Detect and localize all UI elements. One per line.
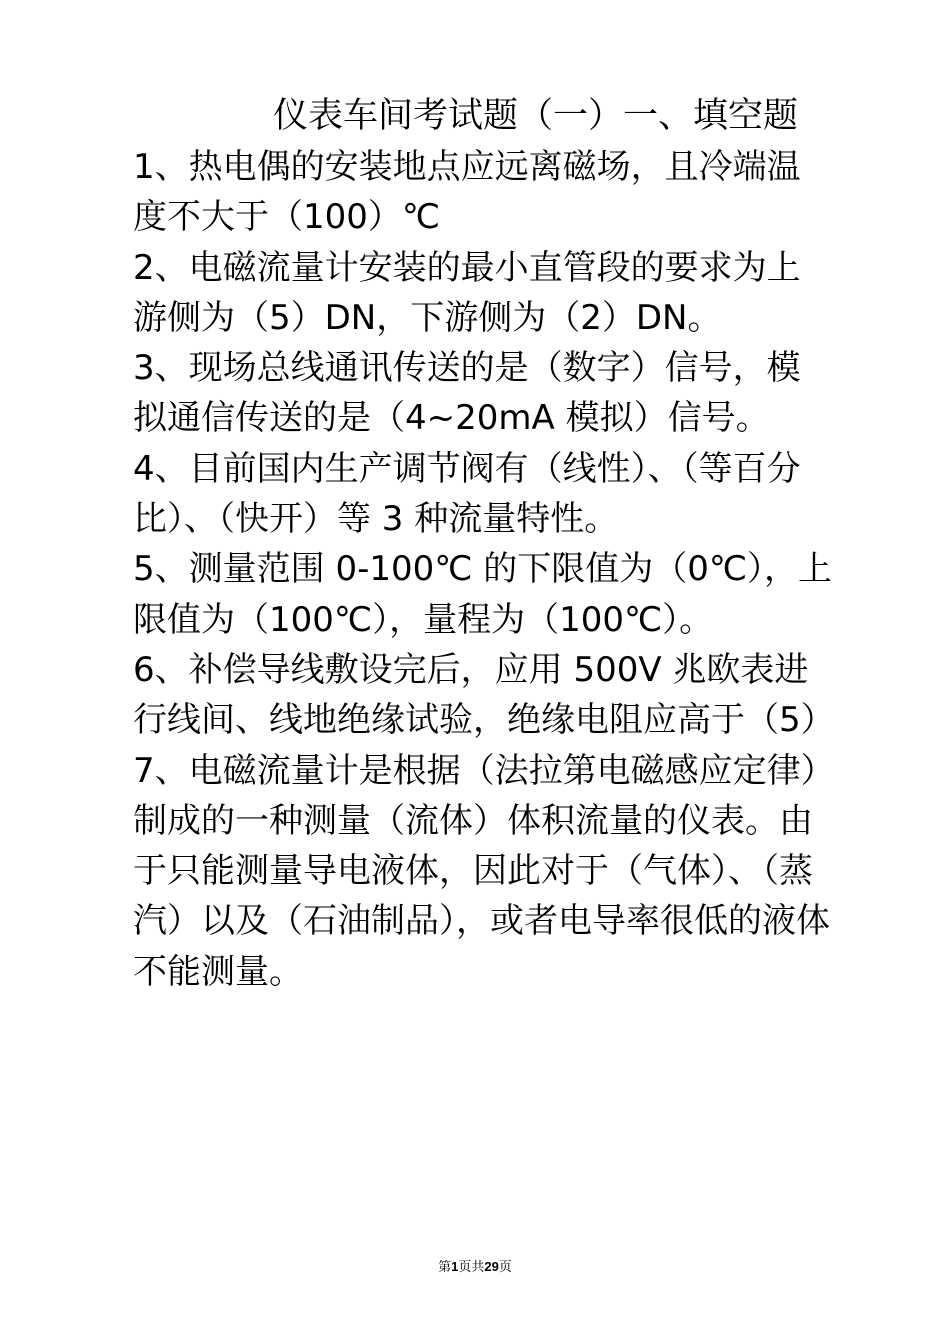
- question-7: 7、电磁流量计是根据（法拉第电磁感应定律）制成的一种测量（流体）体积流量的仪表。由于只能测量导电液体，因此对于（气体）、（蒸汽）以及（石油制品），或者电导率很低的液体不能测量。: [133, 750, 830, 992]
- footer-middle: 页共: [458, 1260, 485, 1275]
- question-4: 4、目前国内生产调节阀有（线性）、（等百分比）、（快开）等 3 种流量特性。: [133, 448, 801, 540]
- document-title: 仪表车间考试题（一）一、填空题: [273, 96, 799, 136]
- footer-prefix: 第: [438, 1260, 452, 1275]
- current-page-number: 1: [451, 1259, 459, 1274]
- footer-suffix: 页: [498, 1260, 512, 1275]
- total-pages-number: 29: [484, 1259, 499, 1274]
- document-body: [133, 90, 833, 997]
- page-footer: [0, 1256, 950, 1275]
- question-5: 5、测量范围 0-100℃ 的下限值为（0℃），上限值为（100℃），量程为（100℃）。: [133, 549, 833, 640]
- question-1: 1、热电偶的安装地点应远离磁场，且冷端温度不大于（100）℃: [133, 147, 801, 238]
- question-2: 2、电磁流量计安装的最小直管段的要求为上游侧为（5）DN，下游侧为（2）DN。: [133, 247, 801, 338]
- question-3: 3、现场总线通讯传送的是（数字）信号，模拟通信传送的是（4~20mA 模拟）信号。: [133, 348, 801, 439]
- question-6: 6、补偿导线敷设完后，应用 500V 兆欧表进行线间、线地绝缘试验，绝缘电阻应高于（5）: [133, 649, 835, 741]
